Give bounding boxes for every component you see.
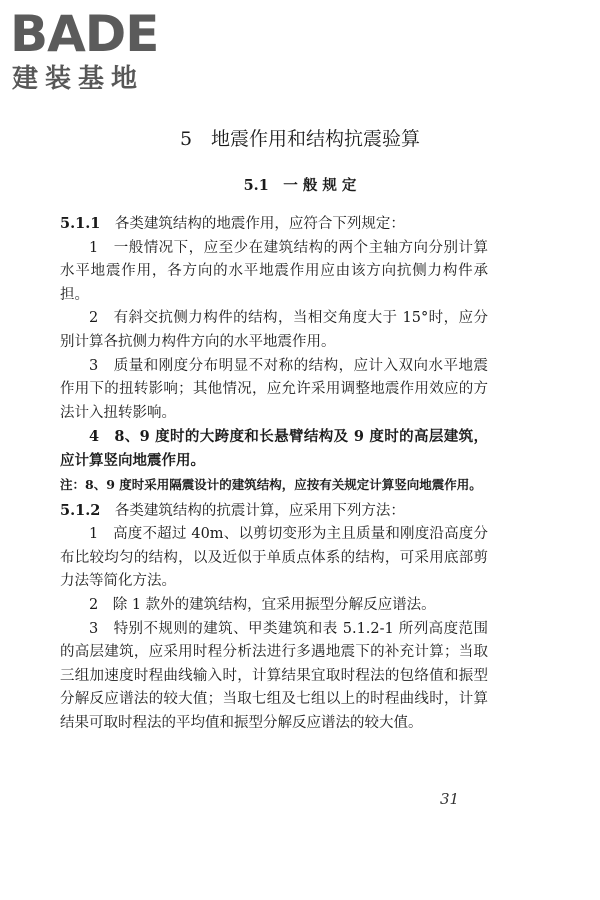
clause-item: 2 除 1 款外的建筑结构，宜采用振型分解反应谱法。 — [89, 596, 436, 613]
clause-number: 5.1.2 — [60, 501, 101, 519]
logo-word: BADE — [10, 5, 159, 63]
clause-5-1-2 — [60, 499, 488, 524]
clause-5-1-1 — [60, 212, 488, 237]
section-title: 5.1 一 般 规 定 — [243, 177, 357, 194]
document-body — [60, 212, 488, 735]
clause-text: 各类建筑结构的抗震计算，应采用下列方法： — [114, 502, 405, 519]
bade-logo — [10, 6, 180, 98]
clause-item: 3 质量和刚度分布明显不对称的结构，应计入双向水平地震作用下的扭转影响；其他情况，应允许采用调整地震作用效应的方法计入扭转影响。 — [60, 357, 488, 421]
clause-number: 5.1.1 — [60, 215, 101, 232]
clause-text: 各类建筑结构的地震作用，应符合下列规定： — [114, 216, 405, 232]
clause-item: 4 8、9 度时的大跨度和长悬臂结构及 9 度时的高层建筑，应计算竖向地震作用。 — [60, 428, 488, 469]
clause-note: 注：8、9 度时采用隔震设计的建筑结构，应按有关规定计算竖向地震作用。 — [60, 476, 482, 492]
clause-item: 2 有斜交抗侧力构件的结构，当相交角度大于 15°时，应分别计算各抗侧力构件方向的水平地震作用。 — [60, 310, 488, 350]
clause-item: 3 特别不规则的建筑、甲类建筑和表 5.1.2-1 所列高度范围的高层建筑，应采用时程分析法进行多遇地震下的补充计算；当取三组加速度时程曲线输入时，计算结果宜取时程法的包络值和振型分解反应谱法的较大值；当取七组及七组以上的时程曲线时，计算结果可取时程法的平均值和振型分解反应谱法的较大值。 — [60, 620, 488, 731]
clause-item: 1 一般情况下，应至少在建筑结构的两个主轴方向分别计算水平地震作用，各方向的水平地震作用应由该方向抗侧力构件承担。 — [60, 239, 488, 303]
chapter-title: 5 地震作用和结构抗震验算 — [179, 128, 421, 150]
clause-item: 1 高度不超过 40m、以剪切变形为主且质量和刚度沿高度分布比较均匀的结构，以及近似于单质点体系的结构，可采用底部剪力法等简化方法。 — [60, 526, 488, 590]
logo-subtitle: 建装基地 — [12, 64, 145, 94]
page-number: 31 — [440, 790, 460, 808]
